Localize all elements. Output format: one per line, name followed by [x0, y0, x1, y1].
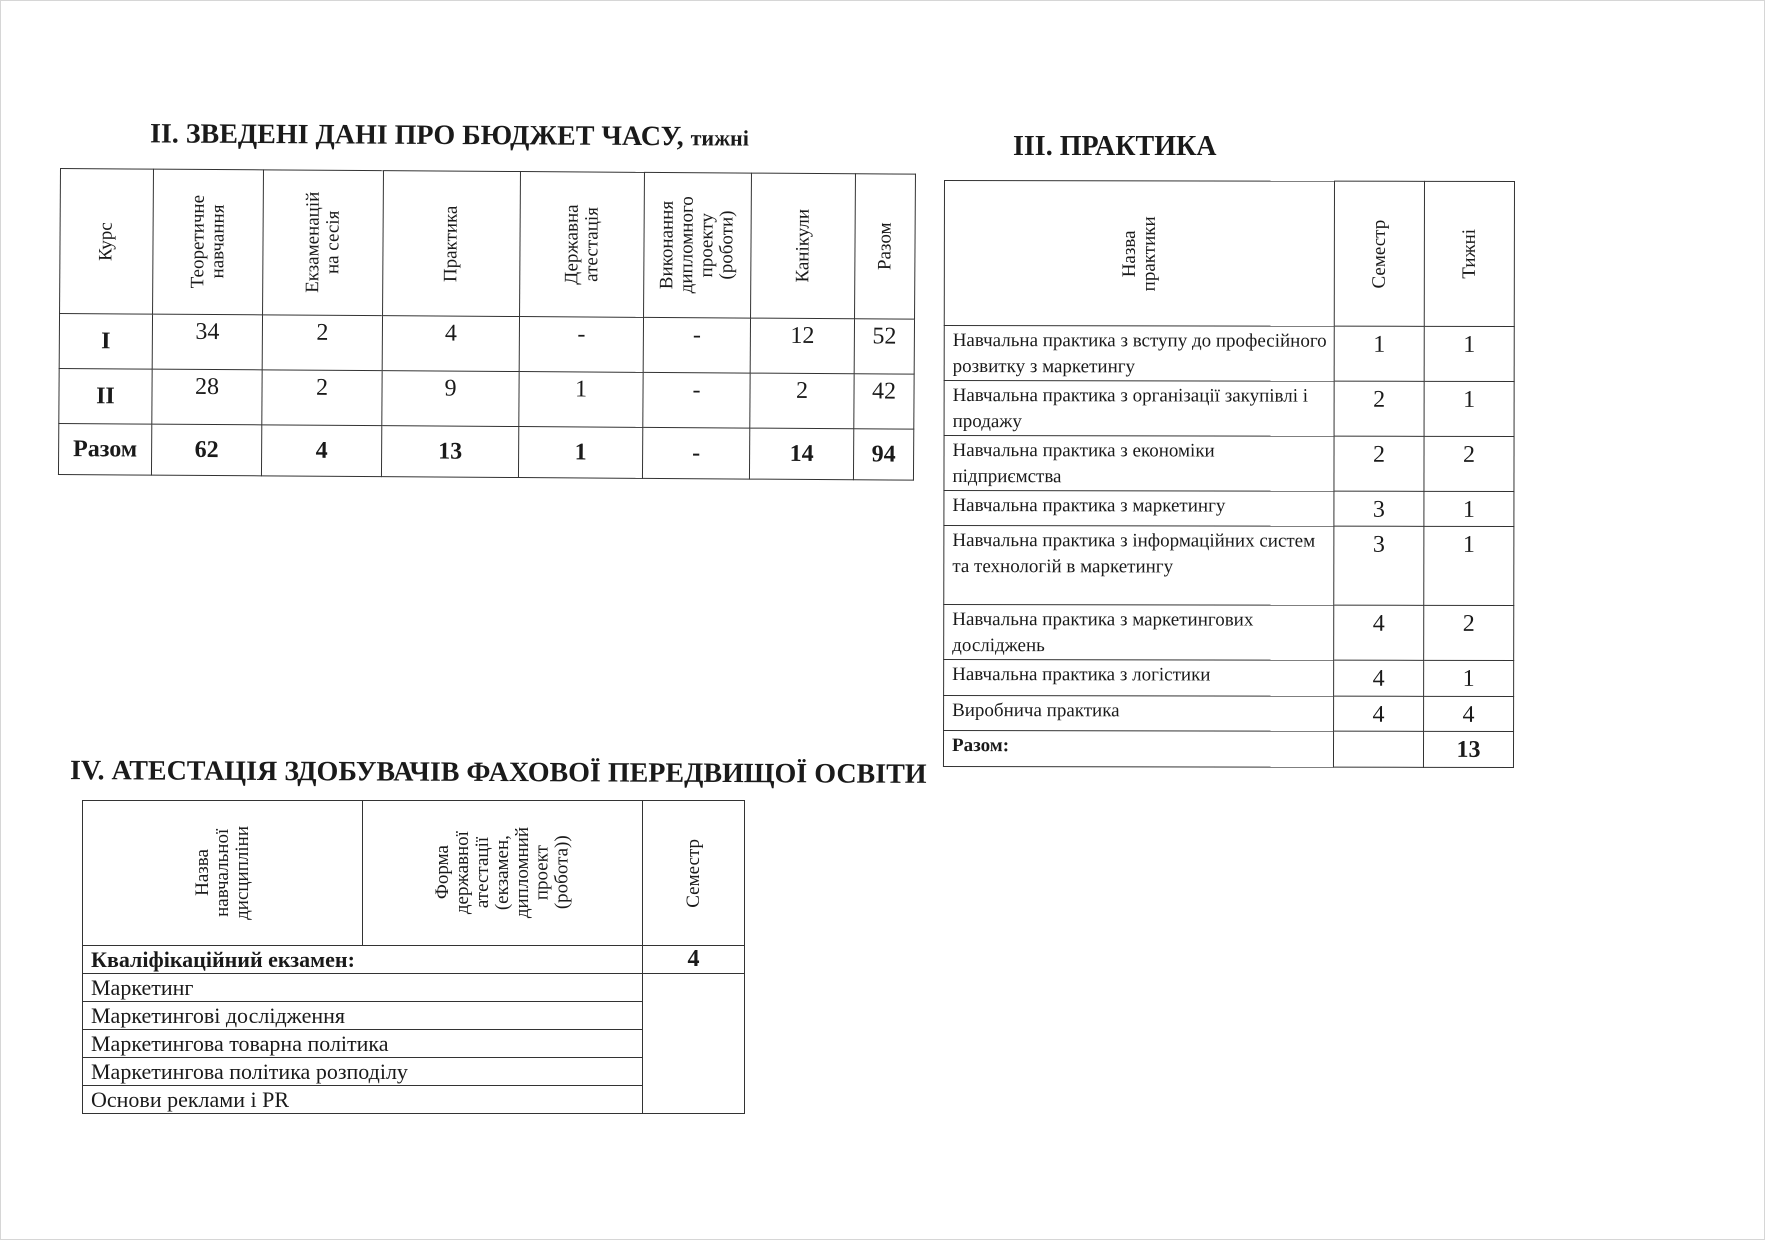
table-cell: 2: [262, 370, 382, 426]
subject-name: Маркетингова політика розподілу: [83, 1058, 643, 1086]
practice-name: Навчальна практика з логістики: [944, 660, 1334, 696]
practice-total-row: [943, 731, 1513, 767]
subject-name: Маркетингова товарна політика: [83, 1030, 643, 1058]
table-cell: 1: [519, 372, 643, 428]
attestation-section-title: IV. АТЕСТАЦІЯ ЗДОБУВАЧІВ ФАХОВОЇ ПЕРЕДВИЩОЇ ОСВІТИ: [69, 755, 927, 790]
table-cell: 4: [382, 316, 519, 372]
table-cell: 4: [261, 425, 381, 477]
table-cell: 34: [152, 314, 262, 370]
practice-semester: 3: [1334, 527, 1424, 606]
practice-total-label: Разом:: [943, 731, 1333, 767]
practice-table: [943, 180, 1515, 768]
practice-name: Навчальна практика з інформаційних систем та технологій в маркетингу: [944, 526, 1334, 606]
table-cell: -: [643, 372, 750, 428]
table-row: [944, 326, 1514, 382]
table-row: [59, 368, 914, 429]
practice-semester: 4: [1334, 606, 1424, 661]
table-cell: ІІ: [59, 368, 152, 424]
practice-semester: 2: [1334, 436, 1424, 491]
practice-section-title: ІІІ. ПРАКТИКА: [1013, 131, 1217, 162]
subject-name: Основи реклами і PR: [83, 1086, 643, 1114]
budget-header-cell: Практика: [383, 171, 521, 317]
budget-header-cell: Теоретичне навчання: [153, 169, 264, 315]
practice-weeks: 2: [1424, 436, 1514, 491]
exam-label: Кваліфікаційний екзамен:: [83, 946, 643, 974]
table-cell: 42: [854, 374, 914, 429]
table-cell: 1: [518, 427, 642, 479]
practice-name: Навчальна практика з маркетингу: [944, 491, 1334, 527]
practice-header-cell: Тижні: [1424, 181, 1514, 326]
practice-total-weeks: 13: [1423, 732, 1513, 768]
budget-title-unit: тижні: [690, 125, 749, 151]
practice-semester: 2: [1334, 381, 1424, 436]
budget-table: [58, 168, 916, 481]
table-row: [944, 436, 1514, 492]
practice-name: Виробнича практика: [944, 695, 1334, 731]
budget-header-cell: Курс: [60, 169, 154, 315]
table-row: [944, 381, 1514, 437]
attestation-header-cell: Назва навчальної дисципліни: [83, 801, 363, 946]
practice-name: Навчальна практика з маркетингових досліджень: [944, 605, 1334, 661]
practice-weeks: 1: [1424, 661, 1514, 697]
practice-weeks: 1: [1424, 491, 1514, 527]
subject-name: Маркетингові дослідження: [83, 1002, 643, 1030]
semester-blank-cell: [643, 974, 745, 1114]
practice-name: Навчальна практика з економіки підприємства: [944, 436, 1334, 492]
practice-weeks: 1: [1424, 527, 1514, 606]
budget-header-cell: Канікули: [751, 173, 856, 319]
table-cell: 62: [151, 424, 261, 476]
budget-section-title: [150, 118, 749, 153]
practice-weeks: 2: [1424, 606, 1514, 661]
budget-header-cell: Екзаменацій на сесія: [263, 170, 384, 316]
table-cell: Разом: [58, 423, 151, 475]
budget-total-row: [58, 423, 913, 480]
table-cell: 14: [749, 428, 853, 480]
table-row: [944, 695, 1514, 731]
budget-title-text: ІІ. ЗВЕДЕНІ ДАНІ ПРО БЮДЖЕТ ЧАСУ,: [149, 118, 684, 153]
exam-semester: 4: [643, 946, 745, 974]
table-cell: 13: [381, 426, 518, 478]
practice-weeks: 1: [1424, 326, 1514, 381]
table-row: [83, 974, 745, 1002]
practice-weeks: 4: [1424, 696, 1514, 732]
practice-semester: 3: [1334, 491, 1424, 527]
table-cell: 2: [750, 373, 854, 429]
practice-semester: 4: [1334, 696, 1424, 732]
table-cell: 2: [262, 315, 382, 371]
budget-header-row: [60, 169, 916, 320]
subject-name: Маркетинг: [83, 974, 643, 1002]
table-cell: -: [642, 427, 749, 479]
budget-header-cell: Державна атестація: [520, 172, 645, 318]
table-cell: 9: [382, 371, 519, 427]
table-row: [944, 526, 1514, 606]
practice-semester: 1: [1334, 326, 1424, 381]
table-cell: 12: [750, 318, 854, 374]
budget-header-cell: Виконання дипломного проекту (роботи): [644, 172, 752, 318]
practice-name: Навчальна практика з вступу до професійного розвитку з маркетингу: [944, 326, 1334, 382]
table-row: [944, 660, 1514, 696]
practice-header-cell: Семестр: [1334, 181, 1424, 326]
attestation-header-row: [83, 801, 745, 946]
table-cell: -: [519, 317, 643, 373]
table-cell: 28: [152, 369, 262, 425]
attestation-exam-row: [83, 946, 745, 974]
table-cell: 94: [853, 429, 913, 480]
budget-header-cell: Разом: [855, 174, 916, 319]
table-cell: 52: [854, 319, 914, 374]
table-row: [59, 314, 914, 375]
practice-semester: 4: [1334, 661, 1424, 697]
attestation-table: [82, 800, 745, 1114]
table-cell: І: [59, 314, 152, 370]
practice-weeks: 1: [1424, 381, 1514, 436]
attestation-header-cell: Форма державної атестації (екзамен, дипломний проект (робота)): [363, 801, 643, 946]
table-cell: -: [643, 317, 750, 373]
practice-header-cell: Назва практики: [944, 181, 1334, 327]
practice-header-row: [944, 181, 1514, 327]
table-row: [944, 491, 1514, 527]
table-row: [944, 605, 1514, 661]
practice-total-blank: [1333, 731, 1423, 767]
practice-name: Навчальна практика з організації закупівлі і продажу: [944, 381, 1334, 437]
attestation-header-cell: Семестр: [643, 801, 745, 946]
